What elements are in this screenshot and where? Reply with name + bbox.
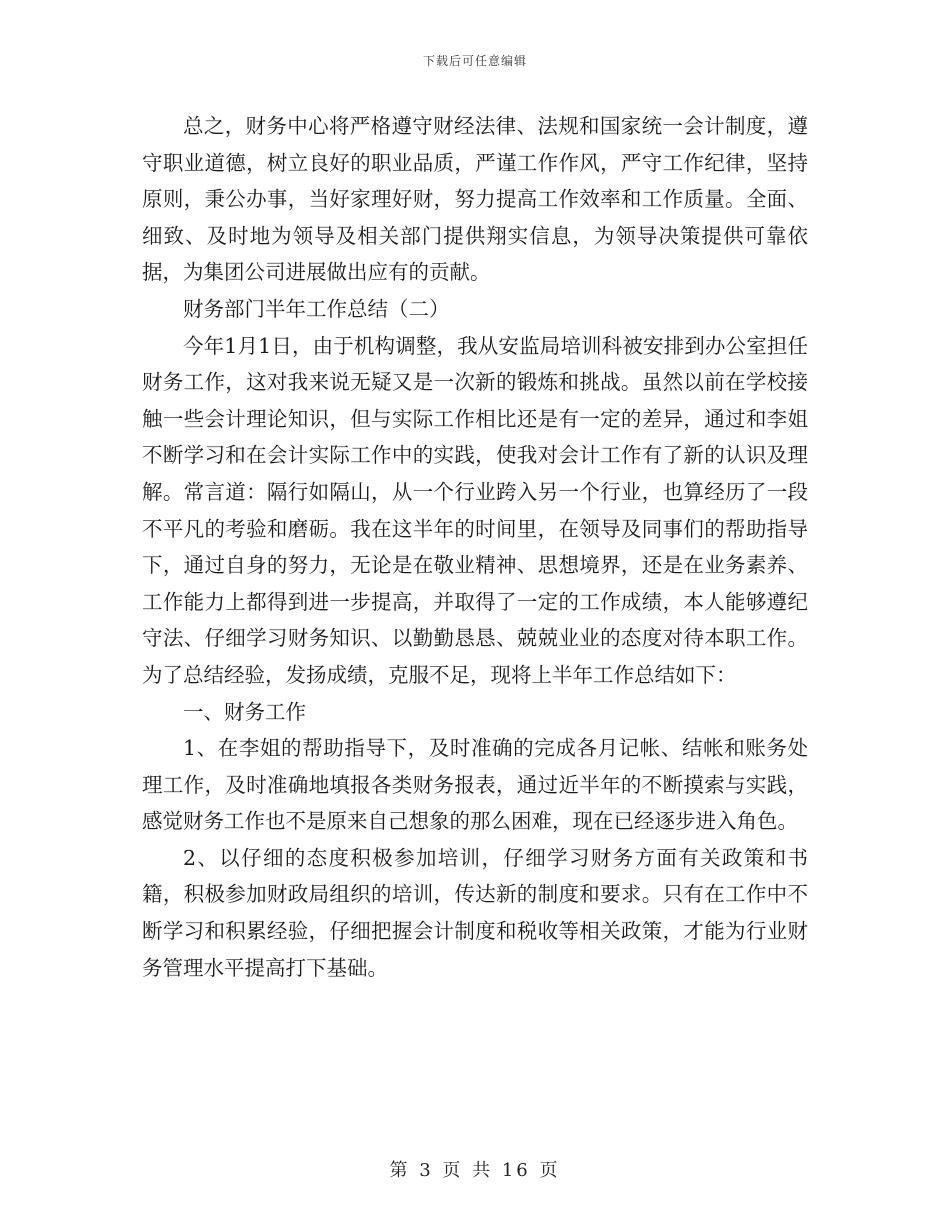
subsection-heading: 一、财务工作 bbox=[183, 699, 306, 724]
paragraph-summary: 总之，财务中心将严格遵守财经法律、法规和国家统一会计制度，遵守职业道德，树立良好的职业品质，严谨工作作风，严守工作纪律，坚持原则，秉公办事，当好家理好财，努力提高工作效率和工作质量。全面、细致、及时地为领导及相关部门提供翔实信息，为领导决策提供可靠依据，为集团公司进展做出应有的贡献。 bbox=[142, 114, 808, 285]
document-body bbox=[142, 108, 808, 986]
page-number: 第 3 页 共 16 页 bbox=[389, 1160, 561, 1181]
section-title: 财务部门半年工作总结（二） bbox=[183, 296, 450, 321]
list-item-2: 2、以仔细的态度积极参加培训，仔细学习财务方面有关政策和书籍，积极参加财政局组织的培训，传达新的制度和要求。只有在工作中不断学习和积累经验，仔细把握会计制度和税收等相关政策，才能为行业财务管理水平提高打下基础。 bbox=[142, 845, 808, 980]
paragraph-intro: 今年1月1日，由于机构调整，我从安监局培训科被安排到办公室担任财务工作，这对我来说无疑又是一次新的锻炼和挑战。虽然以前在学校接触一些会计理论知识，但与实际工作相比还是有一定的差异，通过和李姐不断学习和在会计实际工作中的实践，使我对会计工作有了新的认识及理解。常言道：隔行如隔山，从一个行业跨入另一个行业，也算经历了一段不平凡的考验和磨砺。我在这半年的时间里，在领导及同事们的帮助指导下，通过自身的努力，无论是在敬业精神、思想境界，还是在业务素养、工作能力上都得到进一步提高，并取得了一定的工作成绩，本人能够遵纪守法、仔细学习财务知识、以勤勤恳恳、兢兢业业的态度对待本职工作。为了总结经验，发扬成绩，克服不足，现将上半年工作总结如下： bbox=[142, 333, 808, 687]
list-item-1: 1、在李姐的帮助指导下，及时准确的完成各月记帐、结帐和账务处理工作，及时准确地填报各类财务报表，通过近半年的不断摸索与实践，感觉财务工作也不是原来自己想象的那么困难，现在已经逐步进入角色。 bbox=[142, 736, 808, 834]
page-header: 下载后可任意编辑 bbox=[422, 54, 527, 68]
